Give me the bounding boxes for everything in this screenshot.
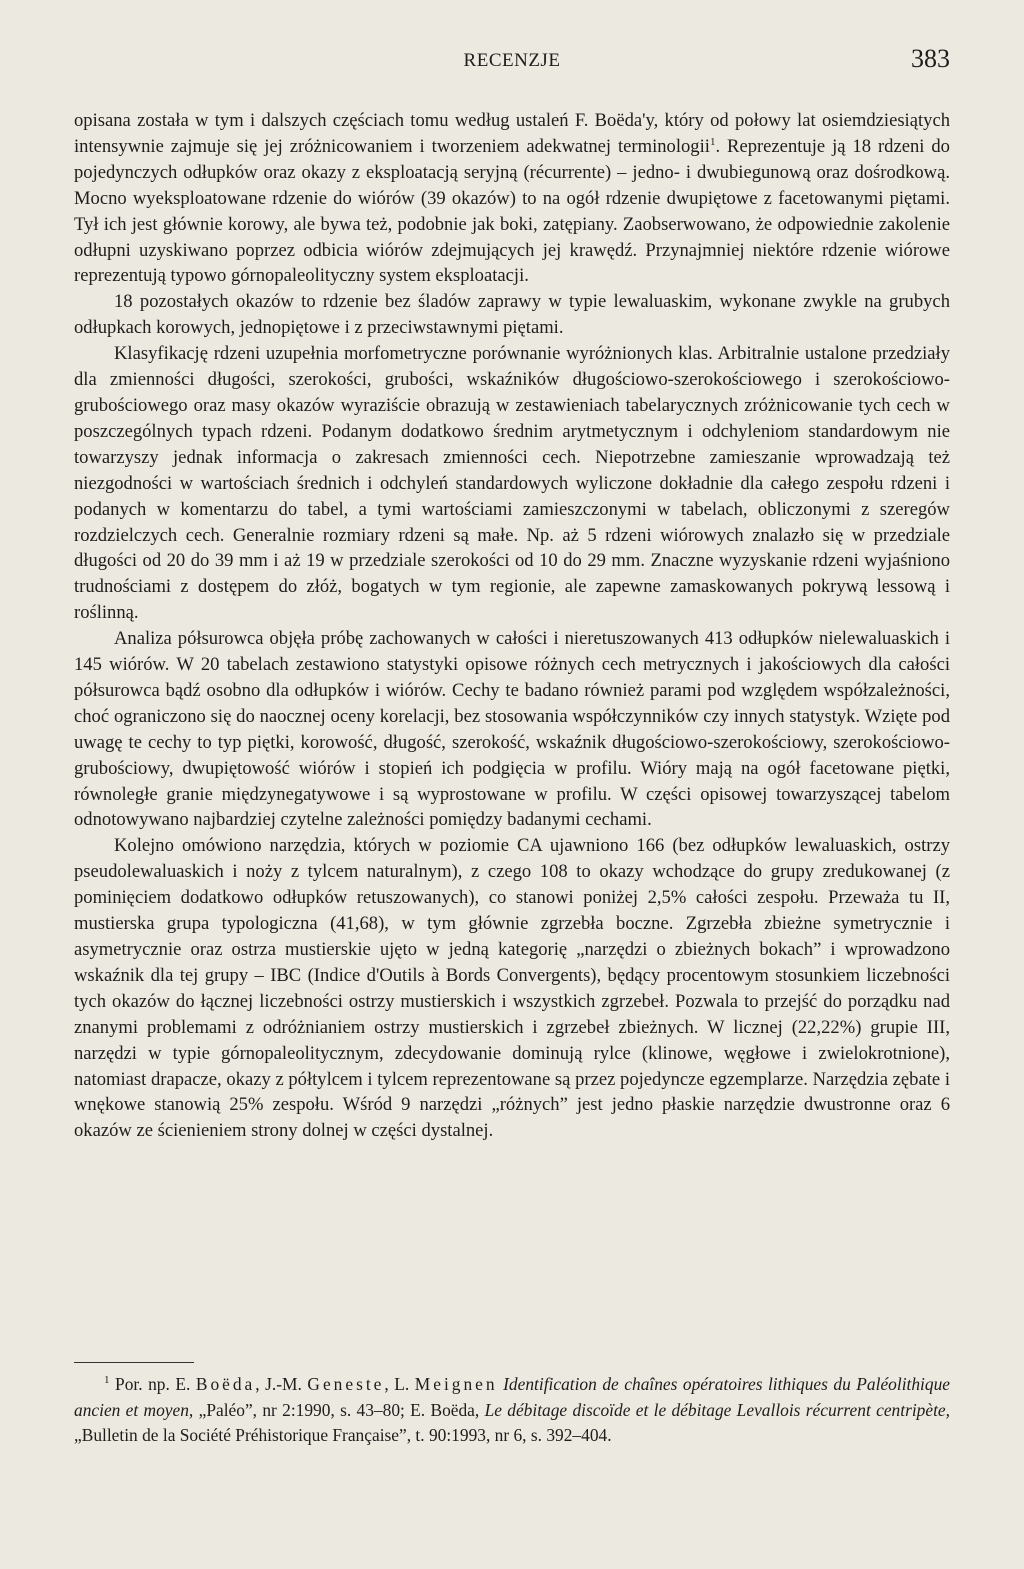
author-name: Boëda [195, 1374, 256, 1394]
text-run: Klasyfikację rdzeni uzupełnia morfometryczne porównanie wyróżnionych klas. Arbitralnie ustalone przedziały dla zmienności długości, szerokości, grubości, wskaźników długościowo-szerokościowego i szerokościowo-grubościowego oraz masy okazów wyraziście obrazują w zestawieniach tabelarycznych zróżnicowanie tych cech w poszczególnych typach rdzeni. Podanym dodatkowo średnim arytmetycznym i odchyleniom standardowym nie towarzyszy jednak informacja o zakresach zmienności cech. Niepotrzebne zamieszanie wprowadzają też niezgodności w wartościach średnich i odchyleń standardowych wyliczone dokładnie dla całego zespołu rdzeni i podanych w komentarzu do tabel, a tymi wartościami zamieszczonymi w tabelach, obliczonymi z szeregów rozdzielczych cech. Generalnie rozmiary rdzeni są małe. Np. aż 5 rdzeni wiórowych znalazło się w przedziale długości od 20 do 39 mm i aż 19 w przedziale szerokości od 10 do 29 mm. Znaczne wyzyskanie rdzeni wyjaśniono trudnościami z dostępem do złóż, bogatych w tym regionie, ale zapewne zamaskowanych pokrywą lessową i roślinną. [74, 343, 950, 624]
page-header [74, 44, 950, 80]
author-name: Meignen [414, 1374, 498, 1394]
work-title: Le débitage discoïde et le débitage Levallois récurrent centripète, [484, 1399, 950, 1420]
text-run: opisana została w tym i dalszych częściach tomu według ustaleń F. Boëda'y, który od połowy lat osiemdziesiątych intensywnie zajmuje się jej zróżnicowaniem i tworzeniem adekwatnej terminologii [74, 110, 950, 157]
text-run: . Reprezentuje ją 18 rdzeni do pojedynczych odłupków oraz okazy z eksploatacją seryjną (récurrente) – jedno- i dwubiegunową oraz dośrodkową. Mocno wyeksploatowane rdzenie do wiórów (39 okazów) to na ogół rdzenie dwupiętowe z facetowanymi piętami. Tył ich jest głównie korowy, ale bywa też, podobnie jak boki, zatępiany. Zaobserwowano, że odpowiednie zakolenie odłupni uzyskiwano poprzez odbicia wiórów zdejmujących jej krawędź. Przynajmniej niektóre rdzenie wiórowe reprezentują typowo górnopaleolityczny system eksploatacji. [74, 135, 950, 287]
text-run: , J.-M. [255, 1374, 308, 1394]
text-run: „Bulletin de la Société Préhistorique Française”, t. 90:1993, nr 6, s. 392–404. [74, 1425, 612, 1445]
footnote-ref: 1 [709, 135, 716, 148]
footnotes [74, 1372, 950, 1449]
text-run: „Paléo”, nr 2:1990, s. 43–80; E. Boëda, [193, 1399, 485, 1420]
paragraph [74, 626, 950, 833]
text-run: Kolejno omówiono narzędzia, których w poziomie CA ujawniono 166 (bez odłupków lewaluaskich, ostrzy pseudolewaluaskich i noży z tylcem naturalnym), z czego 108 to okazy wchodzące do grupy zredukowanej (z pominięciem dodatkowo odłupków retuszowanych), co stanowi poniżej 2,5% całości zespołu. Przeważa tu II, mustierska grupa typologiczna (41,68), w tym głównie zgrzebła boczne. Zgrzebła zbieżne symetrycznie i asymetrycznie oraz ostrza mustierskie ujęto w jedną kategorię „narzędzi o zbieżnych bokach” i wprowadzono wskaźnik dla tej grupy – IBC (Indice d'Outils à Bords Convergents), będący procentowym stosunkiem liczebności tych okazów do łącznej liczebności ostrzy mustierskich i wszystkich zgrzebeł. Pozwala to przejść do porządku nad znanymi problemami z odróżnianiem ostrzy mustierskich i zgrzebeł zbieżnych. W licznej (22,22%) grupie III, narzędzi w typie górnopaleolitycznym, zdecydowanie dominują rylce (klinowe, węgłowe i zwielokrotnione), natomiast drapacze, okazy z półtylcem i tylcem reprezentowane są przez pojedyncze egzemplarze. Narzędzia zębate i wnękowe stanowią 25% zespołu. Wśród 9 narzędzi „różnych” jest jedno płaskie narzędzie dwustronne oraz 6 okazów ze ścienieniem strony dolnej w części dystalnej. [74, 835, 950, 1142]
text-run: 18 pozostałych okazów to rdzenie bez śladów zaprawy w typie lewaluaskim, wykonane zwykle na grubych odłupkach korowych, jednopiętowe i z przeciwstawnymi piętami. [74, 291, 950, 339]
work-title: Identification de chaînes opératoires lithiques du Paléolithique ancien et moyen, [74, 1374, 950, 1420]
page-number: 383 [911, 44, 950, 73]
text-run: Por. np. E. [109, 1374, 196, 1394]
footnote [74, 1372, 950, 1449]
footnote-divider [74, 1362, 194, 1363]
text-run: , L. [384, 1374, 415, 1394]
paragraph [74, 289, 950, 341]
text-run: Analiza półsurowca objęła próbę zachowanych w całości i nieretuszowanych 413 odłupków nielewaluaskich i 145 wiórów. W 20 tabelach zestawiono statystyki opisowe różnych cech metrycznych i jakościowych dla całości półsurowca bądź osobno dla odłupków i wiórów. Cechy te badano również parami pod względem współzależności, choć ograniczono się do naocznej oceny korelacji, bez stosowania współczynników czy innych statystyk. Wzięte pod uwagę te cechy to typ piętki, korowość, długość, szerokość, wskaźnik długościowo-szerokościowy, szerokościowo-grubościowy, dwupiętowość wiórów i stopień ich podgięcia w profilu. Wióry mają na ogół facetowane piętki, równoległe granie międzynegatywowe i są wyprostowane w profilu. W części opisowej towarzyszącej tabelom odnotowywano najbardziej czytelne zależności pomiędzy badanymi cechami. [74, 628, 950, 831]
article-body [74, 108, 950, 1144]
footnote-number: 1 [104, 1374, 110, 1387]
paragraph [74, 108, 950, 289]
running-head: RECENZJE [463, 50, 561, 71]
author-name: Geneste [307, 1374, 385, 1394]
paragraph [74, 341, 950, 626]
paragraph [74, 833, 950, 1144]
